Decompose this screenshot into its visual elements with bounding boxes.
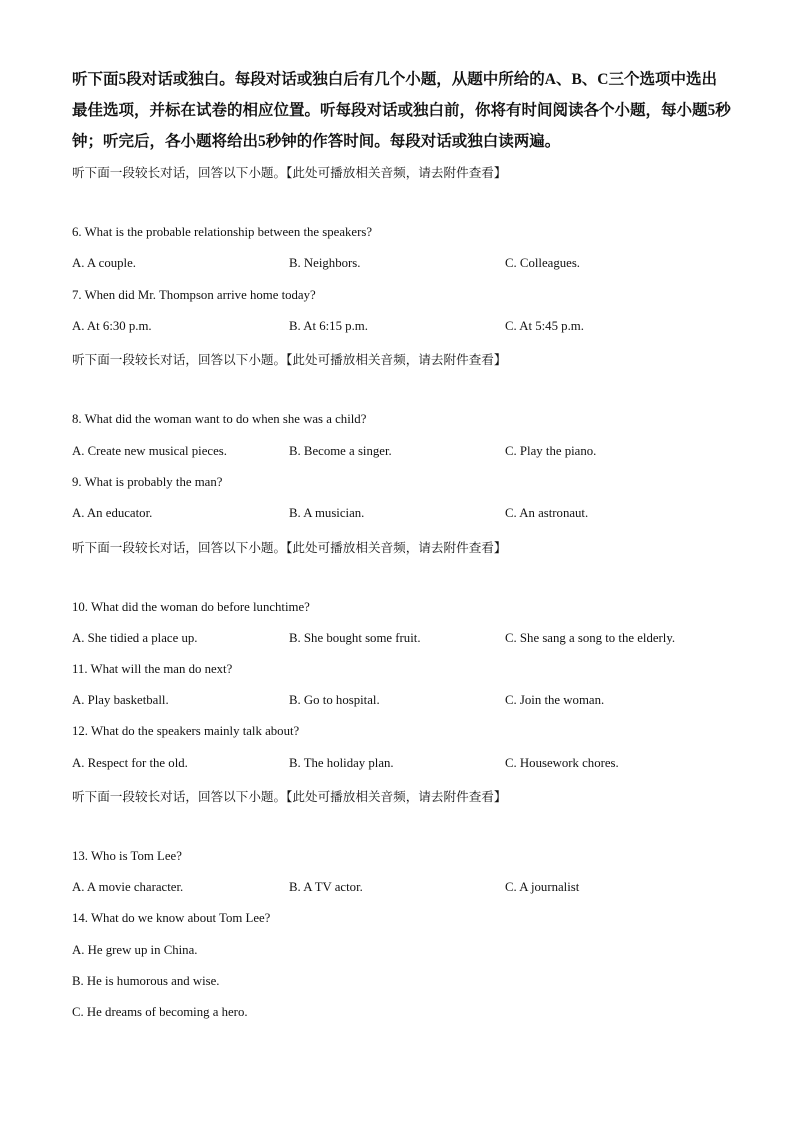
section-hint: 听下面一段较长对话，回答以下小题。【此处可播放相关音频，请去附件查看】 bbox=[72, 352, 507, 367]
question-stem: 13. Who is Tom Lee? bbox=[72, 849, 182, 863]
question-stem: 8. What did the woman want to do when she was a child? bbox=[72, 412, 367, 426]
option-c: C. Join the woman. bbox=[505, 693, 605, 707]
option-b: B. At 6:15 p.m. bbox=[289, 319, 368, 333]
question-stem: 11. What will the man do next? bbox=[72, 662, 233, 676]
instructions: 听下面5段对话或独白。每段对话或独白后有几个小题，从题中所给的A、B、C三个选项中选出最佳选项，并标在试卷的相应位置。听每段对话或独白前，你将有时间阅读各个小题，每小题5秒钟；听完后，各小题将给出5秒钟的作答时间。每段对话或独白读两遍。 bbox=[72, 71, 731, 150]
option-c: C. A journalist bbox=[505, 880, 580, 894]
option-a: A. An educator. bbox=[72, 506, 153, 520]
option-c: C. Colleagues. bbox=[505, 256, 580, 270]
option-a: A. A movie character. bbox=[72, 880, 184, 894]
option-b: B. Neighbors. bbox=[289, 256, 361, 270]
section-hint: 听下面一段较长对话，回答以下小题。【此处可播放相关音频，请去附件查看】 bbox=[72, 165, 507, 180]
option-a: A. Respect for the old. bbox=[72, 756, 188, 770]
option-a: A. Play basketball. bbox=[72, 693, 169, 707]
question-stem: 12. What do the speakers mainly talk about? bbox=[72, 724, 300, 738]
option-a: A. A couple. bbox=[72, 256, 136, 270]
question-stem: 14. What do we know about Tom Lee? bbox=[72, 911, 271, 925]
question-stem: 6. What is the probable relationship between the speakers? bbox=[72, 225, 373, 239]
option-a: A. At 6:30 p.m. bbox=[72, 319, 152, 333]
option-b: B. Become a singer. bbox=[289, 444, 392, 458]
option-c: C. An astronaut. bbox=[505, 506, 589, 520]
option-b: B. She bought some fruit. bbox=[289, 631, 421, 645]
section-hint: 听下面一段较长对话，回答以下小题。【此处可播放相关音频，请去附件查看】 bbox=[72, 789, 507, 804]
question-stem: 7. When did Mr. Thompson arrive home today? bbox=[72, 288, 316, 302]
option-c: C. At 5:45 p.m. bbox=[505, 319, 584, 333]
option-b: B. A musician. bbox=[289, 506, 365, 520]
section-hint: 听下面一段较长对话，回答以下小题。【此处可播放相关音频，请去附件查看】 bbox=[72, 540, 507, 555]
question-stem: 10. What did the woman do before lunchtime? bbox=[72, 600, 310, 614]
option-a: A. She tidied a place up. bbox=[72, 631, 198, 645]
option-c: C. Housework chores. bbox=[505, 756, 619, 770]
option-c: C. Play the piano. bbox=[505, 444, 597, 458]
option-c: C. She sang a song to the elderly. bbox=[505, 631, 676, 645]
option-b: B. A TV actor. bbox=[289, 880, 363, 894]
option-c: C. He dreams of becoming a hero. bbox=[72, 1005, 248, 1019]
option-b: B. The holiday plan. bbox=[289, 756, 394, 770]
option-b: B. He is humorous and wise. bbox=[72, 974, 220, 988]
option-b: B. Go to hospital. bbox=[289, 693, 380, 707]
option-a: A. Create new musical pieces. bbox=[72, 444, 227, 458]
question-stem: 9. What is probably the man? bbox=[72, 475, 223, 489]
option-a: A. He grew up in China. bbox=[72, 943, 198, 957]
